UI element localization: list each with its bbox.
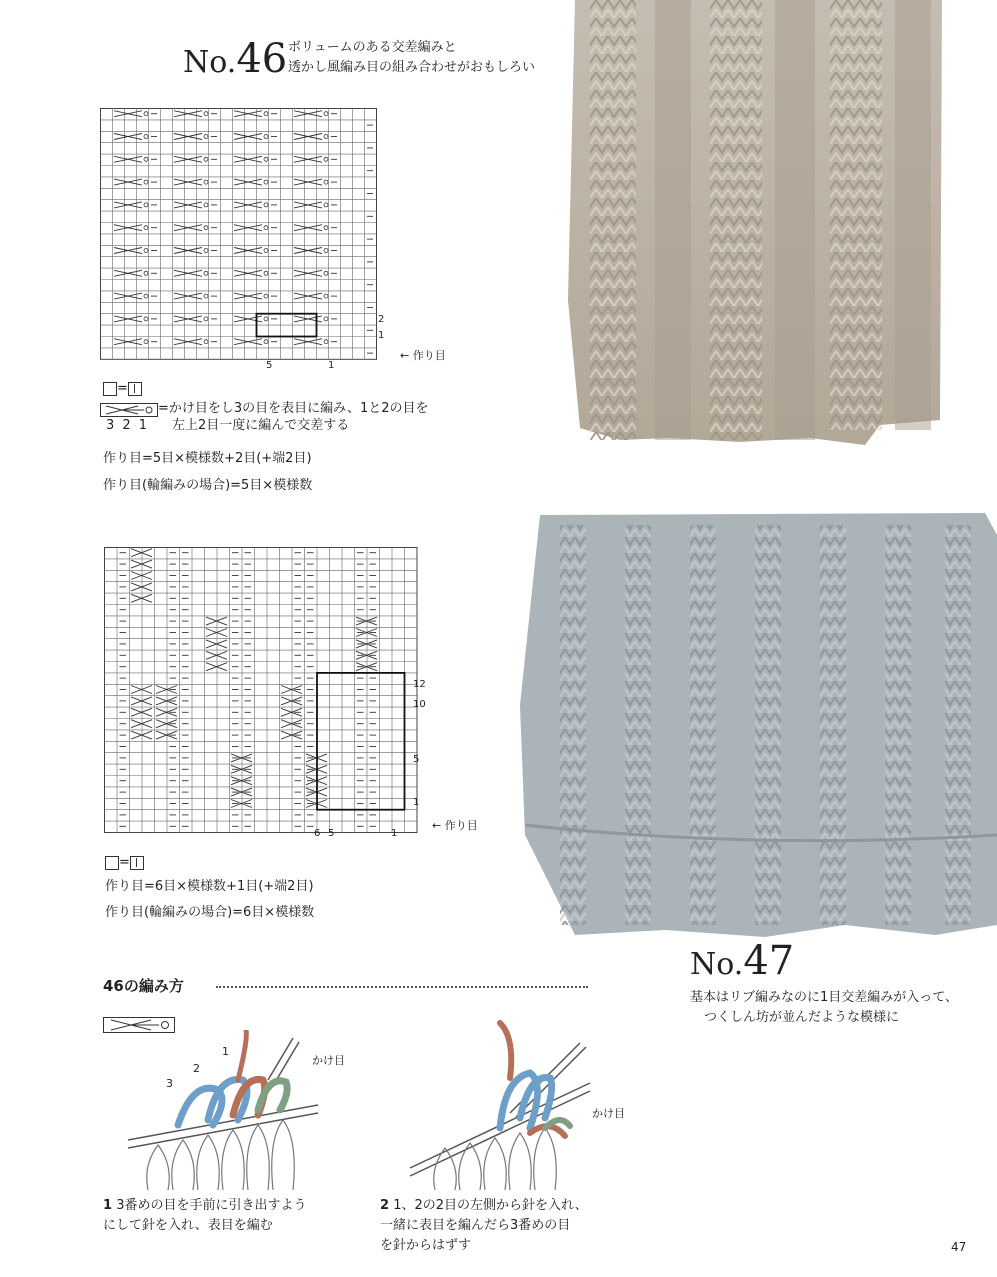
no47-chart <box>104 547 428 843</box>
knit-stitch-symbol <box>128 382 142 396</box>
step1-num-2: 2 <box>193 1062 200 1075</box>
no46-legend-knit <box>103 379 142 399</box>
no47-row-label-12: 12 <box>413 679 426 690</box>
empty-cell-symbol <box>105 856 119 870</box>
no46-desc-line1: ボリュームのある交差編みと <box>288 40 457 55</box>
step2-kakeme-label: かけ目 <box>592 1107 625 1120</box>
no47-description <box>690 988 958 1028</box>
step2-text <box>380 1196 588 1256</box>
no47-col-label-6: 6 <box>314 828 321 839</box>
step1-text <box>103 1196 306 1236</box>
no46-col-label-1: 1 <box>328 360 335 371</box>
step2-number: 2 <box>380 1198 390 1213</box>
no46-cast-on-label: ← 作り目 <box>400 349 446 362</box>
empty-cell-symbol <box>103 382 117 396</box>
page-number: 47 <box>951 1240 967 1254</box>
no47-desc-line2: つくしん坊が並んだような模様に <box>704 1010 900 1025</box>
no46-formula1: 作り目=5目×模様数+2目(+端2目) <box>103 451 312 466</box>
no47-row-label-1: 1 <box>413 797 420 808</box>
legend-equals: = <box>117 381 128 396</box>
step1-number: 1 <box>103 1198 113 1213</box>
howto-title: 46の編み方 <box>103 977 184 995</box>
no46-description <box>288 38 535 78</box>
no46-row-label-2: 2 <box>378 314 385 325</box>
no47-prefix: No. <box>690 947 744 982</box>
step1-num-1: 1 <box>222 1045 229 1058</box>
no46-row-label-1: 1 <box>378 330 385 341</box>
legend-equals: = <box>119 855 130 870</box>
step1-line1: 3番めの目を手前に引き出すよう <box>116 1198 307 1213</box>
no47-formula2: 作り目(輪編みの場合)=6目×模様数 <box>105 905 315 920</box>
no47-col-label-1: 1 <box>391 828 398 839</box>
step2-line2: 一緒に表目を編んだら3番めの目 <box>380 1218 571 1233</box>
step2-line3: を針からはずす <box>380 1238 472 1253</box>
no47-cast-on-label: ← 作り目 <box>432 819 478 832</box>
no47-number: 47 <box>743 938 795 984</box>
no47-desc-line1: 基本はリブ編みなのに1目交差編みが入って、 <box>690 990 959 1005</box>
no47-col-label-5: 5 <box>328 828 335 839</box>
no46-cross-legend-line1: =かけ目をし3の目を表目に編み、1と2の目を <box>158 401 429 416</box>
no47-row-label-10: 10 <box>413 699 426 710</box>
step1-num-3: 3 <box>166 1077 173 1090</box>
no46-number: 46 <box>236 36 288 82</box>
no47-title <box>690 938 794 984</box>
no46-chart <box>100 108 400 376</box>
howto-title-rule <box>216 986 588 988</box>
no47-formula1: 作り目=6目×模様数+1目(+端2目) <box>105 879 314 894</box>
knit-stitch-symbol <box>130 856 144 870</box>
step2-line1: 1、2の2目の左側から針を入れ、 <box>393 1198 588 1213</box>
step1-kakeme-label: かけ目 <box>312 1054 345 1067</box>
no46-cross-legend-nums: 3 2 1 <box>106 418 150 433</box>
no47-row-label-5: 5 <box>413 754 420 765</box>
no46-title <box>183 36 287 82</box>
no46-cross-legend-line2: 左上2目一度に編んで交差する <box>172 418 350 433</box>
no47-legend-knit <box>105 853 144 873</box>
no47-swatch-photo <box>515 505 997 945</box>
no46-desc-line2: 透かし風編み目の組み合わせがおもしろい <box>288 60 536 75</box>
no46-col-label-5: 5 <box>266 360 273 371</box>
step1-line2: にして針を入れ、表目を編む <box>103 1218 273 1233</box>
no46-swatch-photo <box>560 0 950 460</box>
no46-formula2: 作り目(輪編みの場合)=5目×模様数 <box>103 478 313 493</box>
no46-prefix: No. <box>183 45 237 80</box>
